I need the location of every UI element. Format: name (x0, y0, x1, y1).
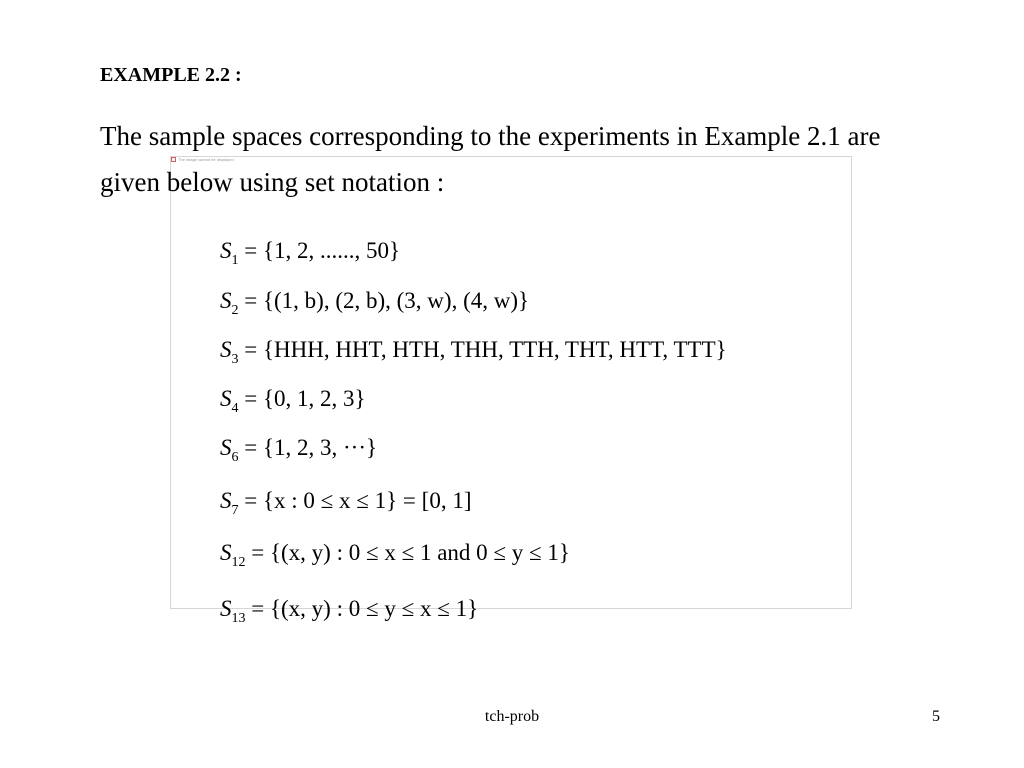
equation-s13 (220, 594, 478, 634)
set-symbol: S (220, 435, 232, 460)
set-subscript: 13 (231, 611, 246, 626)
set-subscript: 4 (231, 401, 239, 416)
set-subscript: 7 (231, 503, 239, 518)
set-symbol: S (220, 540, 232, 565)
set-definition: = {(x, y) : 0 ≤ y ≤ x ≤ 1} (251, 596, 479, 621)
set-definition: = {(x, y) : 0 ≤ x ≤ 1 and 0 ≤ y ≤ 1} (251, 540, 570, 565)
intro-paragraph: The sample spaces corresponding to the experiments in Example 2.1 are given below using set notation : (100, 121, 881, 197)
example-heading: EXAMPLE 2.2 : (100, 64, 242, 86)
set-definition: = {(1, b), (2, b), (3, w), (4, w)} (244, 288, 530, 313)
set-symbol: S (220, 596, 232, 621)
set-definition: = {1, 2, ......, 50} (244, 238, 401, 263)
set-symbol: S (220, 337, 232, 362)
equation-s2 (220, 286, 529, 326)
set-symbol: S (220, 288, 232, 313)
broken-image-alt-text: The image cannot be displayed (178, 157, 234, 162)
set-definition: = {HHH, HHT, HTH, THH, TTH, THT, HTT, TTT} (244, 337, 727, 362)
page-number: 5 (932, 708, 940, 725)
equation-s7 (220, 486, 471, 526)
set-definition: = {0, 1, 2, 3} (244, 386, 366, 411)
set-subscript: 1 (231, 253, 239, 268)
equation-s1 (220, 236, 400, 276)
equation-s4 (220, 384, 366, 424)
set-symbol: S (220, 488, 232, 513)
equation-s3 (220, 335, 727, 375)
set-subscript: 2 (231, 303, 239, 318)
footer-title: tch-prob (484, 708, 540, 725)
set-subscript: 3 (231, 352, 239, 367)
set-symbol: S (220, 386, 232, 411)
set-subscript: 6 (231, 450, 239, 465)
equation-s12 (220, 538, 570, 578)
set-subscript: 12 (231, 555, 246, 570)
set-definition: = {1, 2, 3, ···} (244, 435, 378, 460)
set-symbol: S (220, 238, 232, 263)
set-definition: = {x : 0 ≤ x ≤ 1} = [0, 1] (244, 488, 472, 513)
equation-s6 (220, 433, 377, 473)
